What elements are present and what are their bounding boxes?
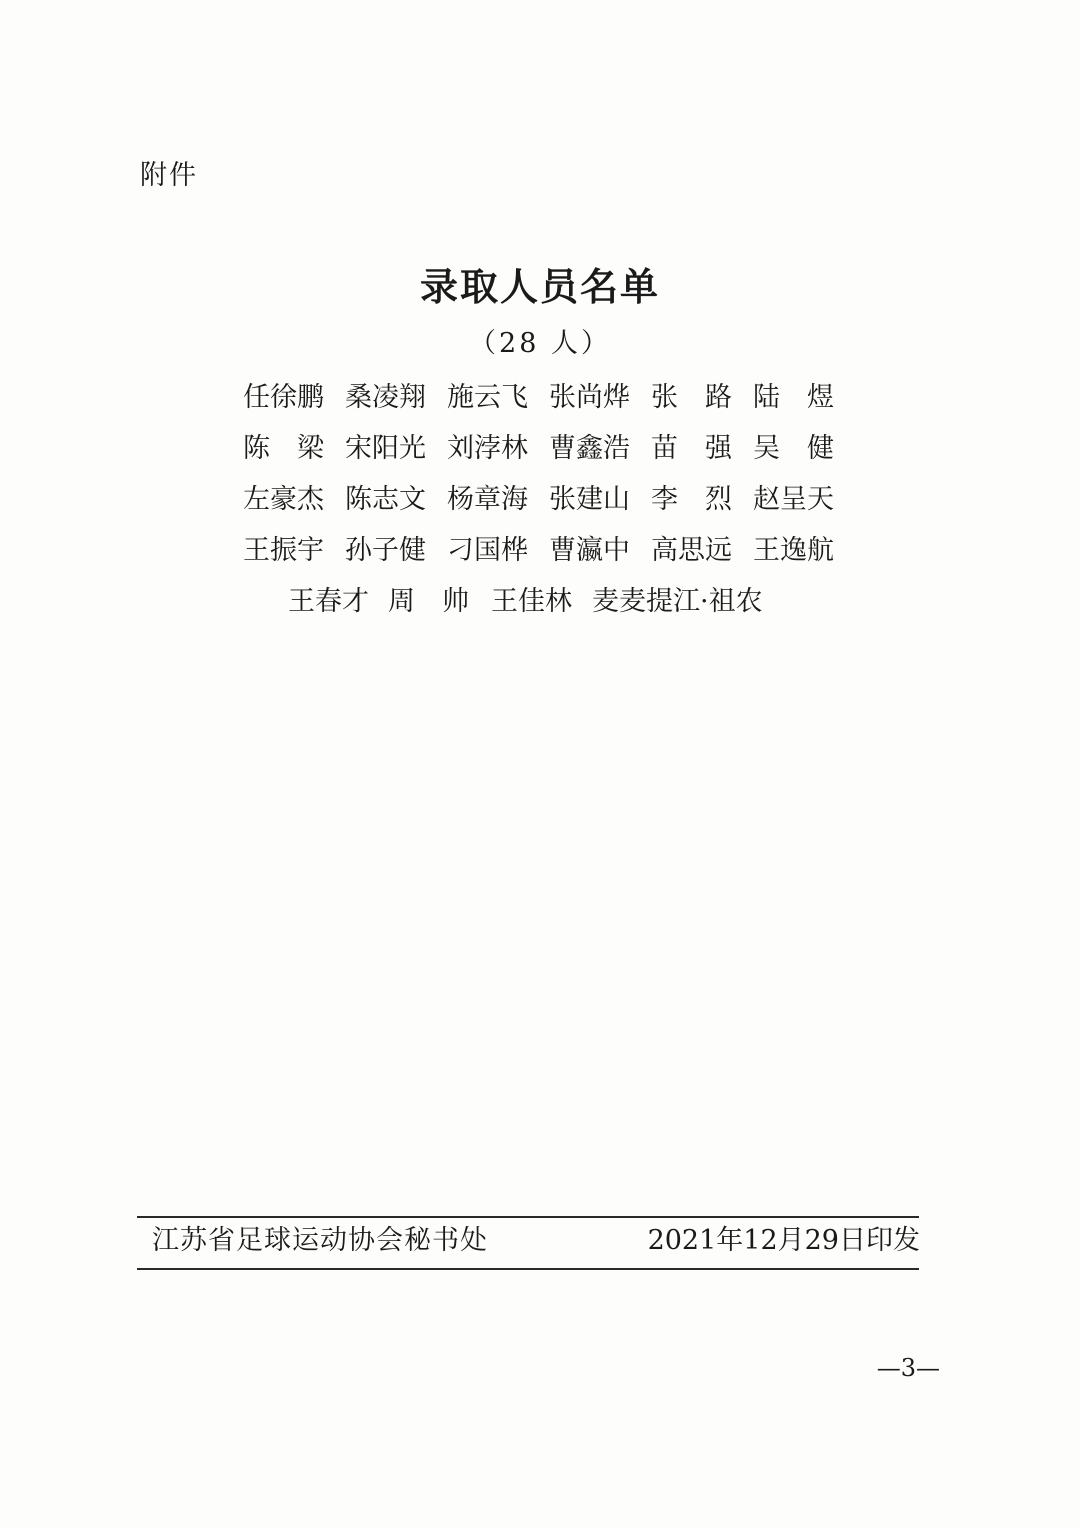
admitted-name: 张尚烨 [549,382,630,413]
admitted-name: 曹瀛中 [549,535,630,566]
name-row [0,429,1080,480]
admitted-name: 施云飞 [447,382,528,413]
admitted-name: 任徐鹏 [243,382,324,413]
footer-top-rule [137,1216,919,1218]
name-row [0,480,1080,531]
admitted-name: 左豪杰 [243,484,324,515]
admitted-name: 王春才 [288,586,369,617]
admitted-name: 王逸航 [753,535,834,566]
admitted-name: 麦麦提江·祖农 [592,586,763,617]
admitted-name: 王佳林 [491,586,572,617]
admitted-name: 陆 煜 [753,382,834,413]
admitted-name: 曹鑫浩 [549,433,630,464]
admitted-name: 刁国桦 [447,535,528,566]
admitted-name: 杨章海 [447,484,528,515]
issuing-organization: 江苏省足球运动协会秘书处 [152,1225,488,1256]
headcount-subtitle: （28 人） [469,328,611,359]
admitted-name: 桑凌翔 [345,382,426,413]
admitted-name: 高思远 [651,535,732,566]
admitted-name: 刘浡林 [447,433,528,464]
issue-date: 2021年12月29日印发 [647,1225,920,1256]
admitted-name: 苗 强 [651,433,732,464]
name-row [0,531,1080,582]
name-row [0,582,1080,633]
admitted-name: 陈 梁 [243,433,324,464]
document-title: 录取人员名单 [419,264,660,309]
admitted-name: 张建山 [549,484,630,515]
name-row [0,378,1080,429]
admitted-name: 宋阳光 [345,433,426,464]
admitted-name: 陈志文 [345,484,426,515]
attachment-label: 附件 [140,160,198,191]
admitted-name: 孙子健 [345,535,426,566]
admitted-name: 张 路 [651,382,732,413]
admitted-name: 王振宇 [243,535,324,566]
admitted-name: 赵呈天 [753,484,834,515]
admitted-name: 周 帅 [388,586,469,617]
admitted-name-list [0,378,1080,633]
admitted-name: 吴 健 [753,433,834,464]
page-number: —3— [876,1354,940,1382]
admitted-name: 李 烈 [651,484,732,515]
footer-bottom-rule [137,1268,919,1270]
